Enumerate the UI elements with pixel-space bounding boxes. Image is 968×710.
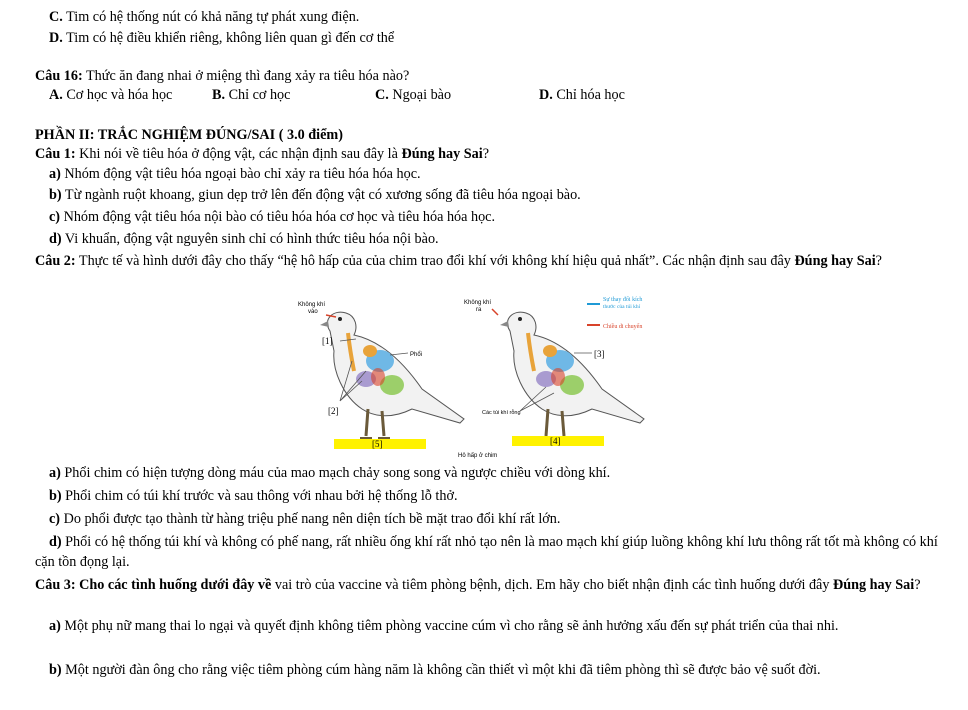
figure-caption: Hô hấp ở chim [458, 453, 498, 459]
part2-question-1: Câu 1: Khi nói về tiêu hóa ở động vật, các nhận định sau đây là Đúng hay Sai? [35, 146, 489, 162]
statement-2b: b) Phổi chim có túi khí trước và sau thông với nhau bởi hệ thống lỗ thở. [49, 488, 458, 504]
label-2: [2] [328, 406, 339, 416]
option-c: C. Ngoại bào [375, 87, 452, 103]
label-3: [3] [594, 349, 605, 359]
statement-2a: a) Phổi chim có hiện tượng dòng máu của mao mạch chảy song song và ngược chiều với dòng khí. [49, 465, 611, 481]
statement-2c: c) Do phổi được tạo thành từ hàng triệu phế nang nên diện tích bề mặt trao đổi khí rất lớn. [49, 511, 561, 527]
option-d: D. Chỉ hóa học [539, 87, 625, 103]
option-d-prev: D. Tim có hệ điều khiển riêng, không liên quan gì đến cơ thể [49, 30, 395, 46]
part2-question-2: Câu 2: Thực tế và hình dưới đây cho thấy “hệ hô hấp của của chim trao đổi khí với không khí hiệu quả nhất”. Các nhận định sau đây Đúng hay Sai? [35, 253, 882, 269]
question-16: Câu 16: Thức ăn đang nhai ở miệng thì đang xảy ra tiêu hóa nào? [35, 68, 410, 84]
lung-label: Phổi [410, 352, 423, 358]
part2-question-3: Câu 3: Cho các tình huống dưới đây về vai trò của vaccine và tiêm phòng bệnh, dịch. Em hãy cho biết nhận định các tình huống dưới đây Đúng hay Sai? [35, 577, 921, 593]
air-in-label: Không khí [298, 302, 326, 308]
statement-2d: d) Phổi có hệ thống túi khí và không có phế nang, rất nhiều ống khí rất nhỏ tạo nên là mao mạch khí giúp luồng không khí lưu thông rất tốt mà không có khí cặn tồn đọng lại. [35, 534, 938, 570]
statement-3b: b) Một người đàn ông cho rằng việc tiêm phòng cúm hàng năm là không cần thiết vì một khi đã tiêm phòng thì sẽ được bảo vệ suốt đời. [49, 662, 821, 678]
air-sacs-label: Các túi khí rỗng [482, 410, 521, 416]
statement-1b: b) Từ ngành ruột khoang, giun dẹp trở lên đến động vật có xương sống đã tiêu hóa ngoại bào. [49, 187, 581, 203]
air-out-label-2: ra [476, 307, 482, 313]
label-4: [4] [550, 436, 561, 446]
bird-respiration-figure [292, 291, 672, 461]
label-1: [1] [322, 336, 333, 346]
legend-blue-label-2: thước của túi khí [603, 304, 641, 310]
statement-1c: c) Nhóm động vật tiêu hóa nội bào có tiêu hóa hóa cơ học và tiêu hóa hóa học. [49, 209, 496, 225]
air-out-label: Không khí [464, 300, 492, 306]
legend-blue-label: Sự thay đổi kích [603, 297, 643, 303]
option-c-prev: C. Tim có hệ thống nút có khả năng tự phát xung điện. [49, 9, 360, 25]
option-b: B. Chỉ cơ học [212, 87, 291, 103]
statement-1a: a) Nhóm động vật tiêu hóa ngoại bào chỉ xảy ra tiêu hóa hóa học. [49, 166, 421, 182]
statement-1d: d) Vi khuẩn, động vật nguyên sinh chỉ có hình thức tiêu hóa nội bào. [49, 231, 439, 247]
label-5: [5] [372, 439, 383, 449]
legend-red-label: Chiều di chuyển [603, 324, 643, 330]
statement-3a: a) Một phụ nữ mang thai lo ngại và quyết định không tiêm phòng vaccine cúm vì cho rằng sẽ ảnh hưởng xấu đến sự phát triển của thai nhi. [49, 618, 839, 634]
part-2-heading: PHẦN II: TRẮC NGHIỆM ĐÚNG/SAI ( 3.0 điểm) [35, 127, 343, 143]
air-in-label-2: vào [308, 309, 318, 315]
option-a: A. Cơ học và hóa học [49, 87, 173, 103]
